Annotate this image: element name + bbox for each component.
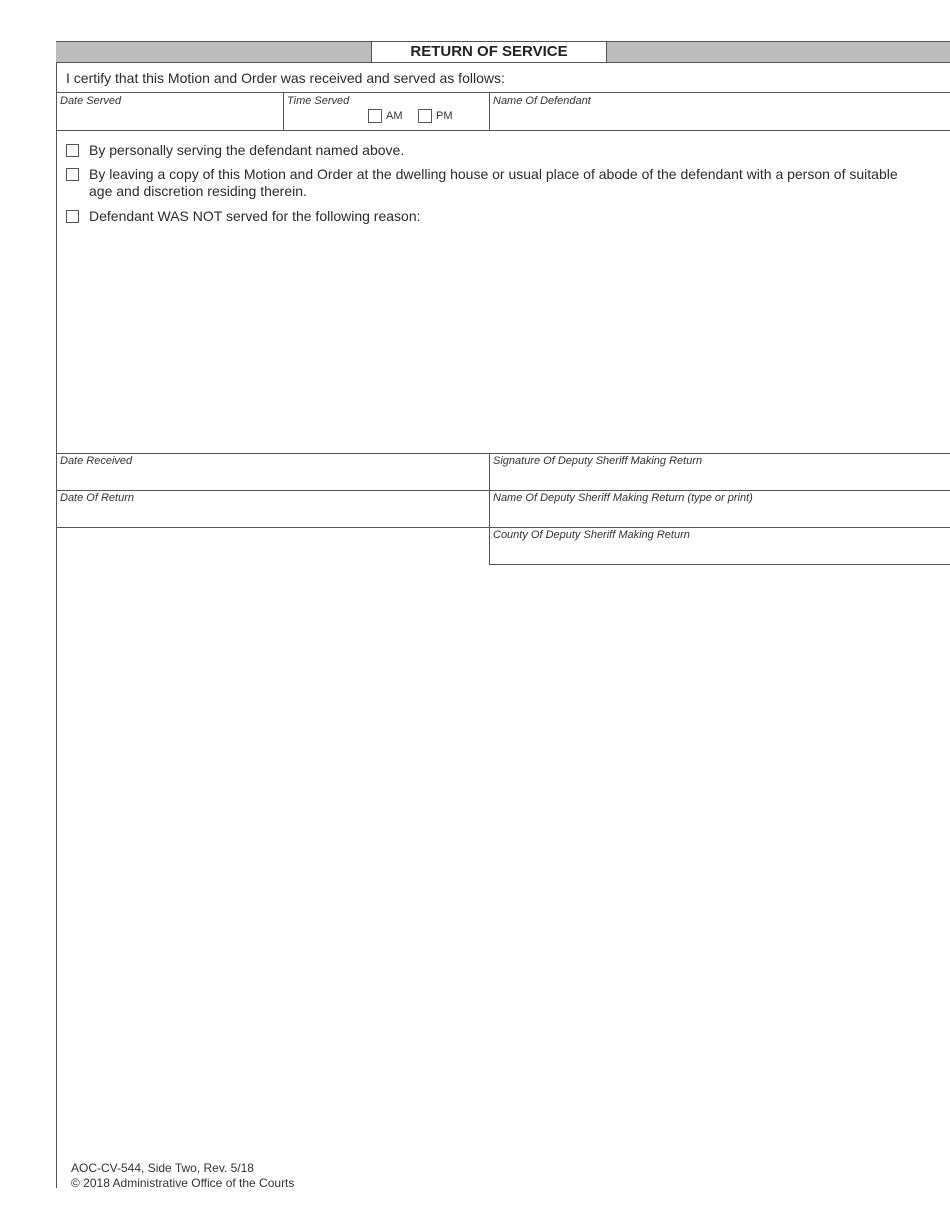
signature-label: Signature Of Deputy Sheriff Making Return <box>493 455 703 467</box>
date-served-field[interactable] <box>57 108 282 129</box>
am-label: AM <box>386 110 403 122</box>
am-checkbox[interactable] <box>368 109 382 123</box>
deputy-county-label: County Of Deputy Sheriff Making Return <box>493 529 690 541</box>
copyright: © 2018 Administrative Office of the Courts <box>71 1176 295 1190</box>
deputy-name-field[interactable] <box>491 505 946 526</box>
option-abode-service-text: By leaving a copy of this Motion and Order at the dwelling house or usual place of abode of the defendant with a person of suitable age and discretion residing therein. <box>89 166 898 199</box>
sig-row2-top-line <box>56 490 950 491</box>
name-of-defendant-field[interactable] <box>491 108 946 129</box>
sig-row1-top-line <box>56 453 950 454</box>
row1-top-line <box>56 92 950 93</box>
date-served-label: Date Served <box>60 95 122 107</box>
row1-divider-2 <box>489 92 490 130</box>
row1-divider-1 <box>283 92 284 130</box>
option-personal-service-text: By personally serving the defendant named above. <box>89 142 405 158</box>
time-served-label: Time Served <box>287 95 350 107</box>
time-served-field[interactable] <box>286 108 362 129</box>
sig-row3-top-line <box>56 527 950 528</box>
date-of-return-field[interactable] <box>57 505 487 526</box>
pm-label: PM <box>436 110 453 122</box>
date-received-label: Date Received <box>60 455 133 467</box>
option-abode-service-checkbox[interactable] <box>66 168 79 181</box>
page-title: RETURN OF SERVICE <box>410 43 568 60</box>
row1-bottom-line <box>56 130 950 131</box>
pm-checkbox[interactable] <box>418 109 432 123</box>
date-received-field[interactable] <box>57 468 487 489</box>
deputy-county-field[interactable] <box>491 542 946 563</box>
name-of-defendant-label: Name Of Defendant <box>493 95 591 107</box>
option-not-served-text: Defendant WAS NOT served for the following reason: <box>89 208 421 224</box>
form-id: AOC-CV-544, Side Two, Rev. 5/18 <box>71 1161 254 1175</box>
date-of-return-label: Date Of Return <box>60 492 134 504</box>
form-left-border <box>56 41 57 1188</box>
sig-block-divider <box>489 453 490 564</box>
option-personal-service-checkbox[interactable] <box>66 144 79 157</box>
signature-field[interactable] <box>491 468 946 489</box>
option-not-served-checkbox[interactable] <box>66 210 79 223</box>
not-served-reason-area[interactable] <box>66 230 936 450</box>
certify-statement: I certify that this Motion and Order was received and served as follows: <box>66 70 505 86</box>
deputy-name-label: Name Of Deputy Sheriff Making Return (type or print) <box>493 492 753 504</box>
sig-row3-bottom-line <box>489 564 950 565</box>
